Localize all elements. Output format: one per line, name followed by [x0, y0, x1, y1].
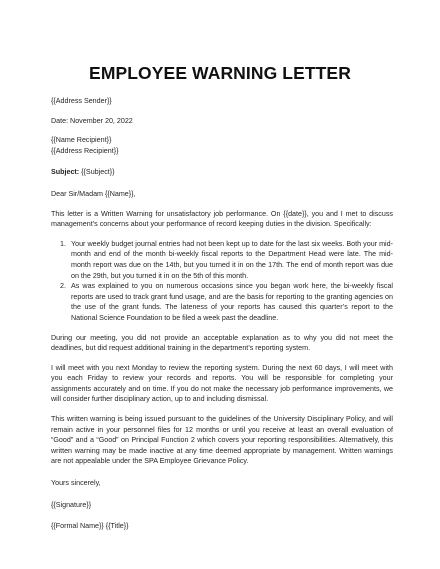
subject-line	[51, 167, 393, 178]
letter-title: EMPLOYEE WARNING LETTER	[89, 63, 351, 83]
issue-list	[51, 239, 393, 324]
subject-label: Subject:	[51, 168, 80, 177]
list-item: 2. As was explained to you on numerous occasions since you began work here, the bi-weekly fiscal reports are used to track grant fund usage, and are the basis for reporting to the granting agencies on the use of the grant funds. The lateness of your reports has caused this quarter’s report to the National Science Foundation to be filed a week past the deadline.	[68, 281, 393, 323]
salutation: Dear Sir/Madam {{Name}},	[51, 189, 136, 198]
signature: {{Signature}}	[51, 500, 92, 509]
address-recipient: {{Address Recipient}}	[51, 146, 119, 155]
address-sender: {{Address Sender}}	[51, 97, 112, 105]
monday-paragraph: I will meet with you next Monday to review the reporting system. During the next 60 days, I will meet with you each Friday to review your records and reports. You will be responsible for completing your assignments accurately and on time. If you do not make the necessary job performance improvements, we will consider further disciplinary action, up to and including dismissal.	[51, 363, 393, 404]
list-item: 1. Your weekly budget journal entries had not been kept up to date for the last six weeks. Both your mid-month and end of the month bi-weekly fiscal reports to the Department Head were late. The mid-month report was due on the 14th, but you turned it in on the 17th. The end of month report was due on the 29th, but you turned it in on the 5th of this month.	[68, 239, 393, 281]
intro-paragraph: This letter is a Written Warning for unsatisfactory job performance. On {{date}}, you and I met to discuss management’s concerns about your performance of record keeping duties in the division. Specifically:	[51, 209, 393, 229]
closing: Yours sincerely,	[51, 479, 101, 488]
meeting-paragraph: During our meeting, you did not provide an acceptable explanation as to why you did not meet the deadlines, but did request additional training in the department’s reporting system.	[51, 333, 393, 353]
letter-body	[51, 96, 393, 532]
warning-paragraph: This written warning is being issued pursuant to the guidelines of the University Disciplinary Policy, and will remain active in your personnel files for 12 months or until you receive at least an overall evaluation of “Good” and a “Good” on Principal Function 2 which covers your reporting responsibilities. Alternatively, this written warning may be made inactive at any time deemed appropriate by management. Written warnings are not appealable under the SPA Employee Grievance Policy.	[51, 415, 393, 466]
subject-value: {{Subject}}	[79, 168, 115, 177]
formal-name-title: {{Formal Name}} {{Title}}	[51, 522, 129, 531]
letter-date: Date: November 20, 2022	[51, 116, 133, 125]
name-recipient: {{Name Recipient}}	[51, 136, 112, 145]
